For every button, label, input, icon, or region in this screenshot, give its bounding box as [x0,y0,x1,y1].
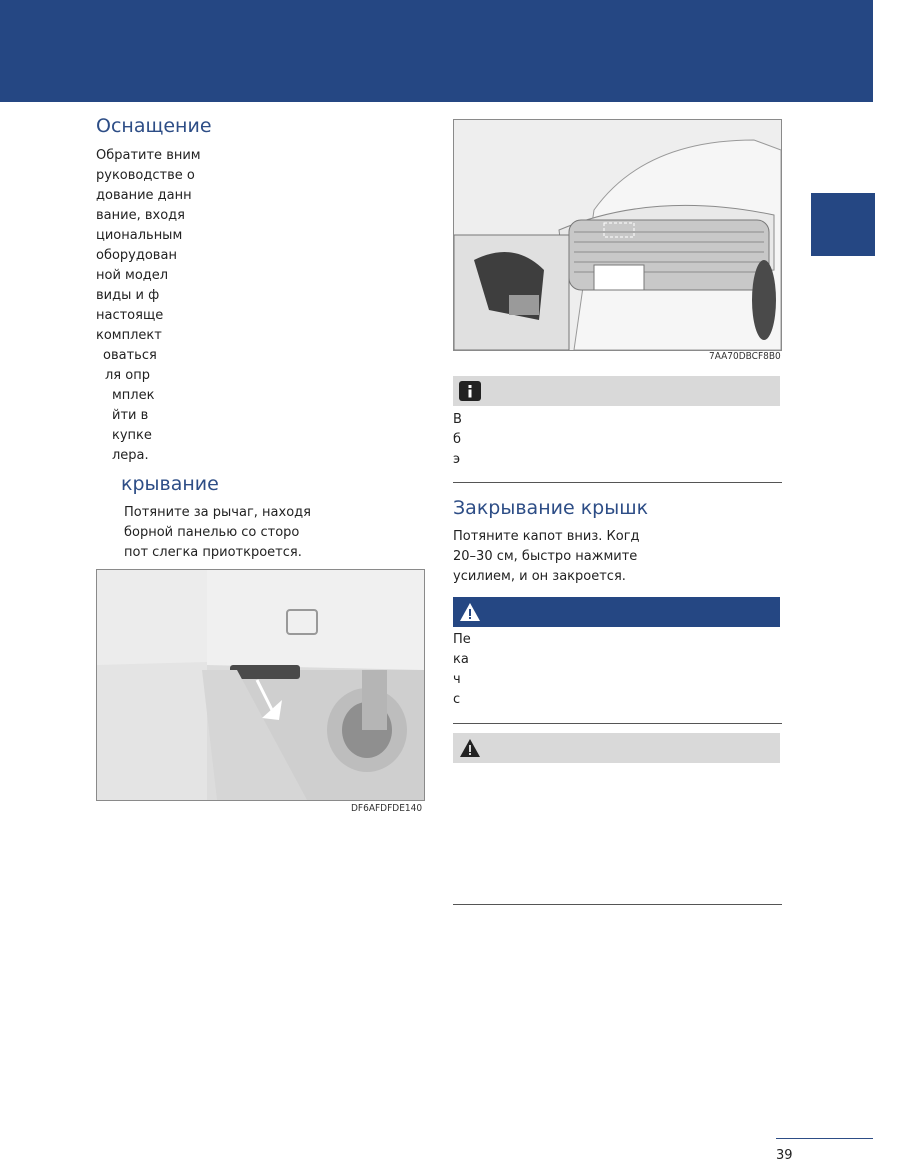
header-bar [0,0,873,102]
text-line: йти в [112,408,149,423]
text-line: В [453,412,462,427]
text-line: с [453,692,461,707]
section-title-closing: Закрывание крышк [453,497,649,519]
text-line: Пе [453,632,471,647]
divider [453,723,782,724]
text-line: виды и ф [96,288,160,303]
info-note-text [453,410,462,470]
text-line: дование данн [96,188,192,203]
text-line: вание, входя [96,208,185,223]
text-line: ч [453,672,461,687]
text-line: купке [112,428,152,443]
text-line: 20–30 см, быстро нажмите [453,549,638,564]
opening-paragraph [124,503,311,563]
warning-icon [459,738,481,758]
image-code-label: DF6AFDFDE140 [351,803,423,814]
warning-icon [459,602,481,622]
warning-note-text [453,630,471,710]
info-icon [459,381,481,401]
text-line: Обратите вним [96,148,201,163]
text-line: э [453,452,461,467]
section-title-equipment: Оснащение [96,115,212,137]
text-line: б [453,432,462,447]
closing-paragraph [453,527,640,587]
page-number-rule [776,1138,873,1139]
divider [453,904,782,905]
warning-note-header [453,597,780,627]
text-line: пот слегка приоткроется. [124,545,302,560]
page-number: 39 [776,1148,793,1163]
text-line: ка [453,652,469,667]
text-line: Потяните за рычаг, находя [124,505,311,520]
image-code-label: 7AA70DBCF8B0 [709,351,781,362]
info-note-header [453,376,780,406]
text-line: мплек [112,388,155,403]
text-line: борной панелью со сторо [124,525,300,540]
text-line: ной модел [96,268,169,283]
text-line: циональным [96,228,183,243]
text-line: оваться [103,348,157,363]
chapter-side-tab [811,193,875,256]
text-line: ля опр [105,368,150,383]
caution-note-header [453,733,780,763]
text-line: руководстве о [96,168,195,183]
text-line: комплект [96,328,162,343]
car-front-hood-image [453,119,782,351]
text-line: оборудован [96,248,177,263]
hood-release-lever-image [96,569,425,801]
section-title-opening: крывание [121,473,219,495]
equipment-paragraph [96,146,201,466]
divider [453,482,782,483]
text-line: Потяните капот вниз. Когд [453,529,640,544]
text-line: лера. [112,448,149,463]
text-line: усилием, и он закроется. [453,569,626,584]
text-line: настояще [96,308,164,323]
